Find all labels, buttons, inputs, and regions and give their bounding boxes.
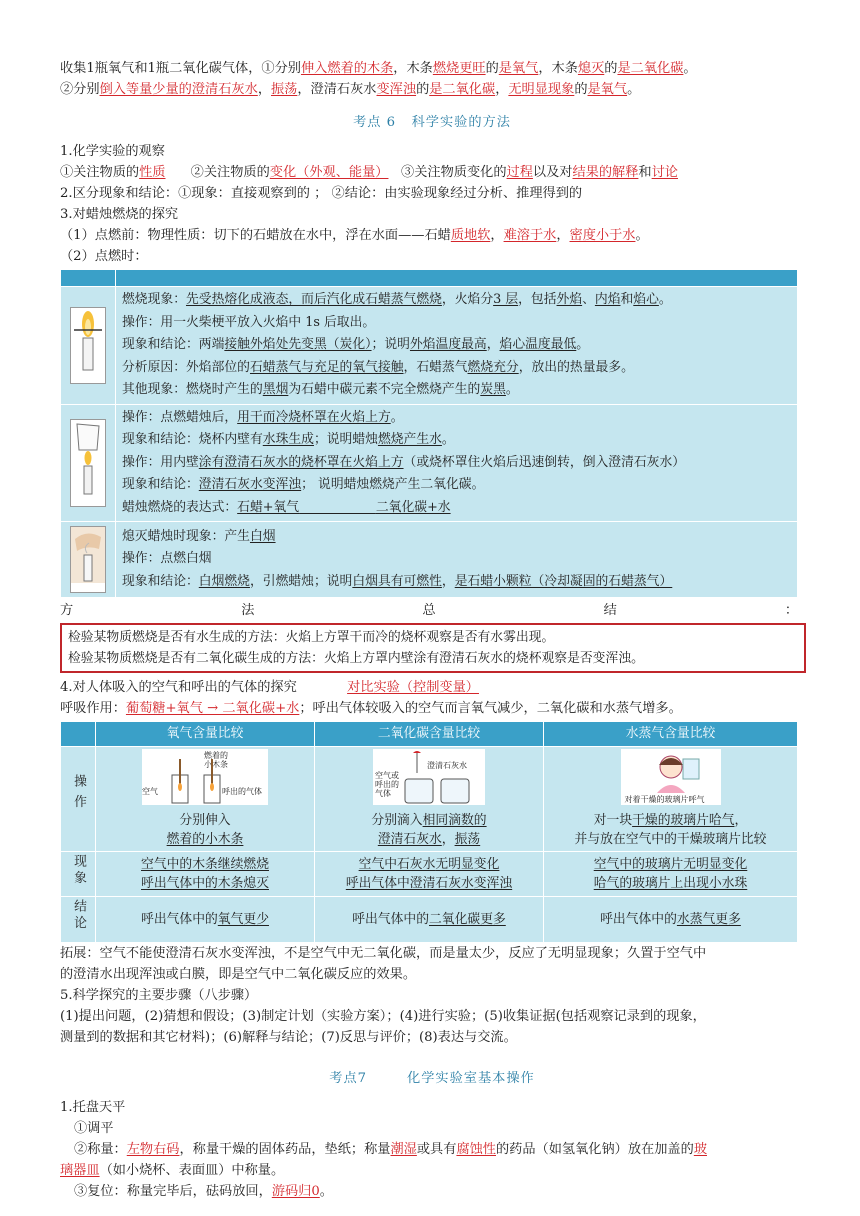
extension-line-2: 的澄清水出现浑浊或白膜，即是空气中二氧化碳反应的效果。 <box>60 966 417 982</box>
o2-experiment-image: 燃着的小木条 空气 呼出的气体 <box>142 749 268 805</box>
balance-step-reset: ③复位：称量完毕后，砝码放回，游码归0。 <box>74 1183 333 1199</box>
candle-explore-title: 3.对蜡烛燃烧的探究 <box>60 207 179 222</box>
steps-line-1: (1)提出问题，(2)猜想和假设；(3)制定计划（实验方案）；(4)进行实验；(5)收集证据(包括观察记录到的现象， <box>60 1008 706 1024</box>
steps-title: 5.科学探究的主要步骤（八步骤） <box>60 987 258 1003</box>
con-o2: 呼出气体中的氧气更少 <box>96 897 315 943</box>
candle-smoke-text: 熄灭蜡烛时现象：产生白烟 操作：点燃白烟 现象和结论：白烟燃烧，引燃蜡烛；说明白烟具有可燃性，是石蜡小颗粒（冷却凝固的石蜡蒸气） <box>116 522 798 598</box>
balance-step-weigh-cont: 璃器皿（如小烧杯、表面皿）中称量。 <box>60 1162 285 1178</box>
obs-points: ①关注物质的性质 ②关注物质的变化（外观、能量） ③关注物质变化的过程以及对结果的解释和讨论 <box>60 165 678 180</box>
obs-title: 1.化学实验的观察 <box>60 144 165 159</box>
extension-line-1: 拓展：空气不能使澄清石灰水变浑浊，不是空气中无二氧化碳，而是量太少，反应了无明显现象；久置于空气中 <box>60 945 707 961</box>
before-ignition: （1）点燃前：物理性质：切下的石蜡放在水中，浮在水面——石蜡质地软，难溶于水，密度小于水。 <box>60 228 649 243</box>
section-heading-k6: 考点 6 科学实验的方法 <box>353 115 511 130</box>
breath-table <box>60 721 798 943</box>
method-summary-box: 检验某物质燃烧是否有水生成的方法：火焰上方罩干而冷的烧杯观察是否有水雾出现。 检验某物质燃烧是否有二氧化碳生成的方法：火焰上方罩内壁涂有澄清石灰水的烧杯观察是否变浑浊。 <box>60 623 806 673</box>
candle-row-smoke <box>61 522 798 598</box>
breath-row-phenomenon <box>61 851 798 897</box>
candle-table <box>60 269 798 598</box>
con-h2o: 呼出气体中的水蒸气更多 <box>544 897 798 943</box>
phenomenon-vs-conclusion: 2.区分现象和结论：①现象：直接观察到的 ； ②结论：由实验现象经过分析、推理得到的 <box>60 186 583 201</box>
candle-beaker-image <box>70 419 106 508</box>
during-ignition: （2）点燃时： <box>60 249 148 264</box>
balance-step-weigh: ②称量：左物右码，称量干燥的固体药品，垫纸；称量潮湿或具有腐蚀性的药品（如氢氧化钠）放在加盖的玻 <box>74 1141 707 1157</box>
ph-h2o: 空气中的玻璃片无明显变化 哈气的玻璃片上出现小水珠 <box>544 851 798 897</box>
row-label-operation: 操作 <box>61 746 96 851</box>
header-h2o: 水蒸气含量比较 <box>544 721 798 746</box>
candle-flame-image <box>70 307 106 384</box>
method-summary-label: 方 法 总 结 ： <box>60 602 798 618</box>
candle-flame-text: 燃烧现象：先受热熔化成液态，而后汽化成石蜡蒸气燃烧，火焰分3 层，包括外焰、内焰和焰心。 操作：用一火柴梗平放入火焰中 1s 后取出。 现象和结论：两端接触外焰处先变黑（炭化）；说明外焰温度最高，焰心温度最低。 分析原因：外焰部位的石蜡蒸气与充足的氧气接触，石蜡蒸气燃烧充分，放出的热量最多。 其他现象：燃烧时产生的黑烟为石蜡中碳元素不完全燃烧产生的炭黑。 <box>116 287 798 405</box>
ph-co2: 空气中石灰水无明显变化 呼出气体中澄清石灰水变浑浊 <box>315 851 544 897</box>
row-label-conclusion: 结论 <box>61 897 96 943</box>
candle-beaker-text: 操作：点燃蜡烛后，用干而冷烧杯罩在火焰上方。 现象和结论：烧杯内壁有水珠生成；说明蜡烛燃烧产生水。 操作：用内壁涂有澄清石灰水的烧杯罩在火焰上方（或烧杯罩住火焰后迅速倒转，倒入澄清石灰水） 现象和结论：澄清石灰水变浑浊； 说明蜡烛燃烧产生二氧化碳。 蜡烛燃烧的表达式：石蜡+氧气 二氧化碳+水 <box>116 404 798 522</box>
header-co2: 二氧化碳含量比较 <box>315 721 544 746</box>
breath-title: 4.对人体吸入的空气和呼出的气体的探究 对比实验（控制变量） <box>60 679 479 695</box>
ph-o2: 空气中的木条继续燃烧 呼出气体中的木条熄灭 <box>96 851 315 897</box>
co2-experiment-image: 澄清石灰水 空气或呼出的气体 <box>373 749 485 805</box>
candle-smoke-image <box>70 526 106 593</box>
respiration-line: 呼吸作用：葡萄糖+氧气 → 二氧化碳+水；呼出气体较吸入的空气而言氧气减少，二氧化碳和水蒸气增多。 <box>60 700 682 716</box>
op-o2: 燃着的小木条 空气 呼出的气体 分别伸入 燃着的小木条 <box>96 746 315 851</box>
intro-line-1: 收集1瓶氧气和1瓶二氧化碳气体，①分别伸入燃着的木条，木条燃烧更旺的是氧气，木条熄灭的是二氧化碳。 <box>60 61 697 76</box>
header-o2: 氧气含量比较 <box>96 721 315 746</box>
breath-row-conclusion <box>61 897 798 943</box>
intro-line-2: ②分别倒入等量少量的澄清石灰水，振荡，澄清石灰水变浑浊的是二氧化碳，无明显现象的是氧气。 <box>60 82 641 97</box>
row-label-phenomenon: 现象 <box>61 851 96 897</box>
balance-step-adjust: ①调平 <box>74 1120 114 1136</box>
op-co2: 澄清石灰水 空气或呼出的气体 分别滴入相同滴数的 澄清石灰水，振荡 <box>315 746 544 851</box>
section-heading-k7: 考点7 化学实验室基本操作 <box>329 1070 535 1086</box>
steps-line-2: 测量到的数据和其它材料)；(6)解释与结论；(7)反思与评价；(8)表达与交流。 <box>60 1029 517 1045</box>
breath-row-operation <box>61 746 798 851</box>
op-h2o: 对着干燥的玻璃片呼气 对一块干燥的玻璃片哈气， 并与放在空气中的干燥玻璃片比较 <box>544 746 798 851</box>
candle-row-beaker <box>61 404 798 522</box>
h2o-experiment-image: 对着干燥的玻璃片呼气 <box>621 749 721 805</box>
con-co2: 呼出气体中的二氧化碳更多 <box>315 897 544 943</box>
candle-row-flame <box>61 287 798 405</box>
balance-title: 1.托盘天平 <box>60 1099 126 1115</box>
